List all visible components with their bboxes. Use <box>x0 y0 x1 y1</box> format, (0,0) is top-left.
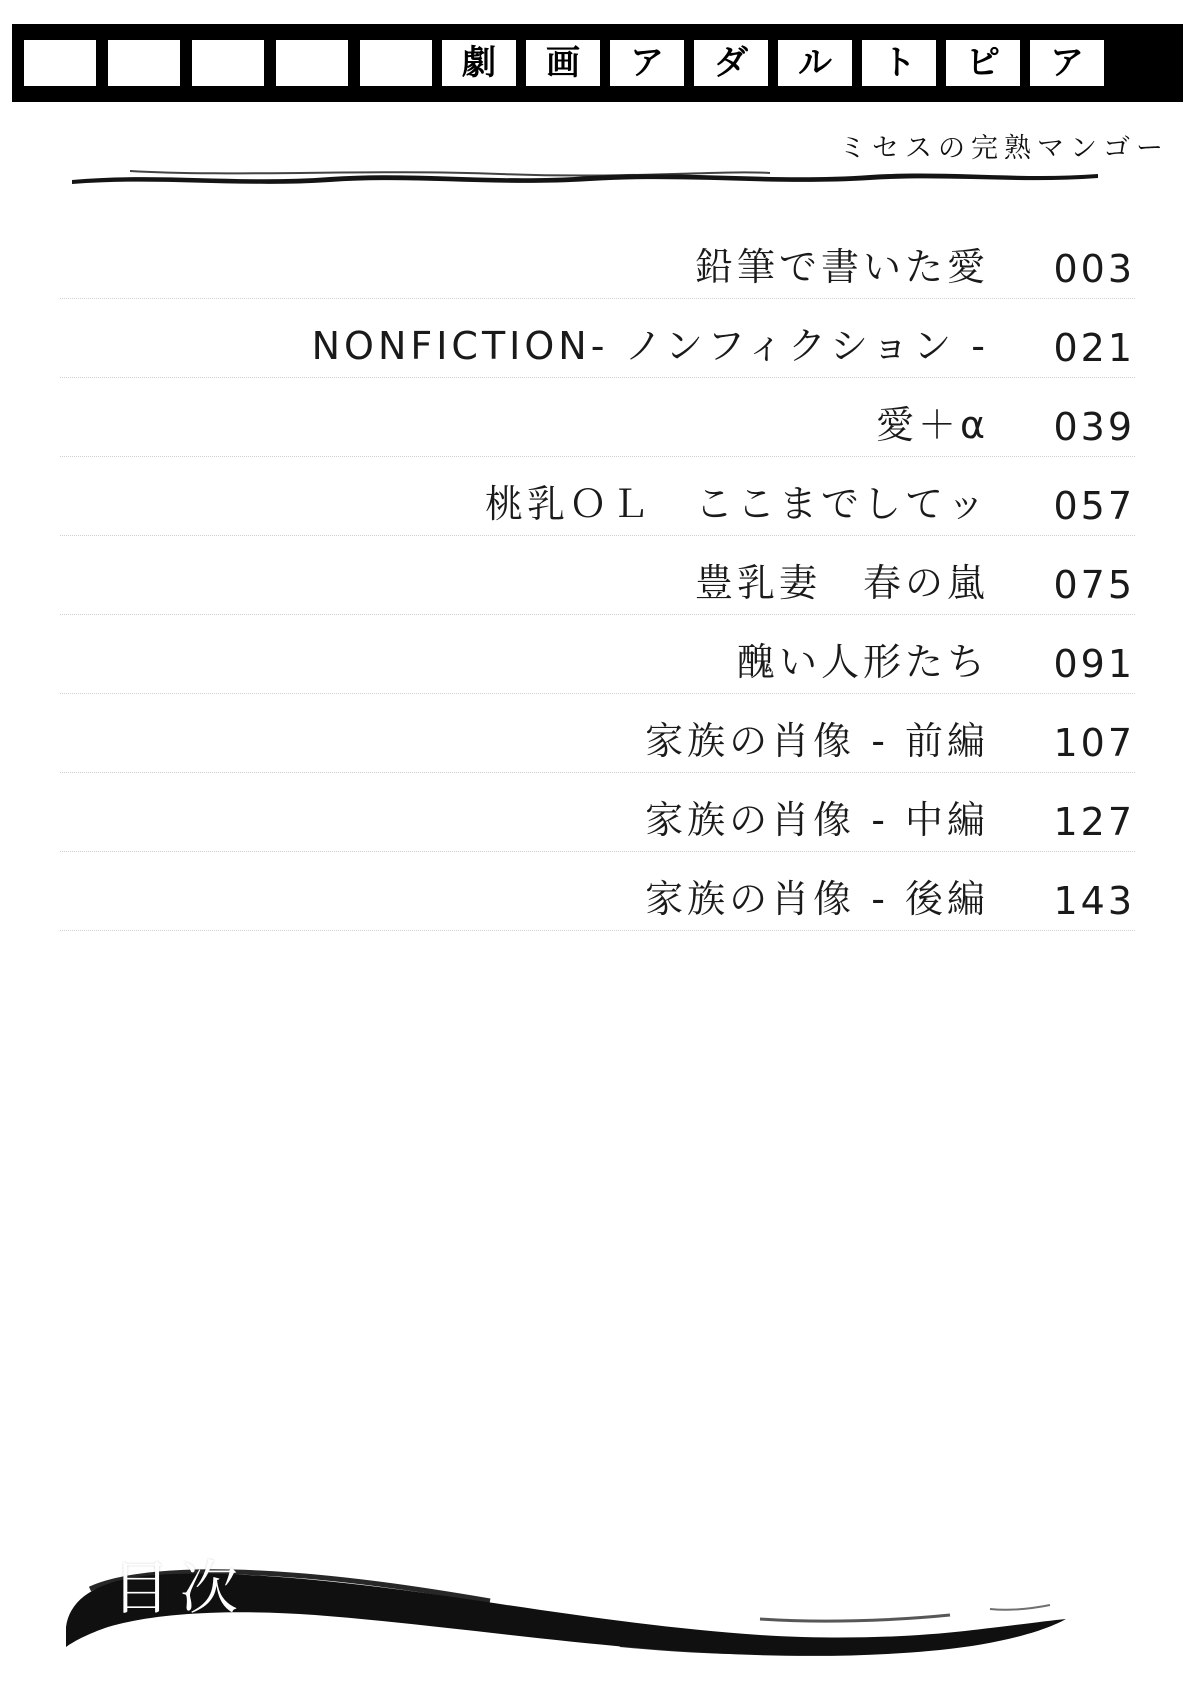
toc-entry-title: 愛＋α <box>875 403 989 447</box>
toc-entry[interactable] <box>60 544 1135 623</box>
toc-entry-title: 家族の肖像 - 前編 <box>645 719 989 763</box>
toc-entry-page: 021 <box>1053 326 1135 370</box>
toc-entry-page: 091 <box>1053 642 1135 686</box>
toc-entry-title: 醜い人形たち <box>736 640 989 684</box>
table-of-contents <box>60 228 1135 939</box>
title-char-box: ト <box>862 40 936 86</box>
title-char-box: ア <box>1030 40 1104 86</box>
toc-entry[interactable] <box>60 781 1135 860</box>
toc-entry[interactable] <box>60 386 1135 465</box>
toc-entry-page: 075 <box>1053 563 1135 607</box>
toc-entry-title: 家族の肖像 - 中編 <box>645 798 989 842</box>
title-char-box: 劇 <box>442 40 516 86</box>
title-char-box: ピ <box>946 40 1020 86</box>
toc-entry-page: 003 <box>1053 247 1135 291</box>
toc-entry[interactable] <box>60 307 1135 386</box>
footer-subheading: contents <box>160 1631 273 1650</box>
toc-entry-page: 143 <box>1053 879 1135 923</box>
toc-entry-title: NONFICTION- ノンフィクション - <box>311 324 989 368</box>
filmstrip-header <box>12 24 1183 102</box>
toc-entry[interactable] <box>60 623 1135 702</box>
ink-smudge-decoration <box>70 168 1100 190</box>
film-perforation <box>24 40 96 86</box>
title-char-box: ル <box>778 40 852 86</box>
toc-entry[interactable] <box>60 465 1135 544</box>
title-char-box: ダ <box>694 40 768 86</box>
toc-entry-title: 家族の肖像 - 後編 <box>645 877 989 921</box>
film-perforation <box>360 40 432 86</box>
title-char-box: 画 <box>526 40 600 86</box>
toc-entry-page: 057 <box>1053 484 1135 528</box>
toc-entry[interactable] <box>60 702 1135 781</box>
toc-entry[interactable] <box>60 860 1135 939</box>
toc-entry[interactable] <box>60 228 1135 307</box>
series-subtitle: ミセスの完熟マンゴー <box>839 133 1169 164</box>
film-perforation <box>192 40 264 86</box>
toc-entry-title: 桃乳ＯＬ ここまでしてッ <box>484 482 989 526</box>
footer-heading: 目次 <box>112 1554 249 1622</box>
toc-entry-title: 豊乳妻 春の嵐 <box>694 561 989 605</box>
toc-entry-title: 鉛筆で書いた愛 <box>694 245 989 289</box>
toc-entry-page: 039 <box>1053 405 1135 449</box>
film-perforation <box>276 40 348 86</box>
title-char-box: ア <box>610 40 684 86</box>
page-footer <box>0 1467 1195 1687</box>
filmstrip-frames <box>12 34 1183 92</box>
toc-entry-page: 107 <box>1053 721 1135 765</box>
film-perforation <box>108 40 180 86</box>
toc-entry-page: 127 <box>1053 800 1135 844</box>
